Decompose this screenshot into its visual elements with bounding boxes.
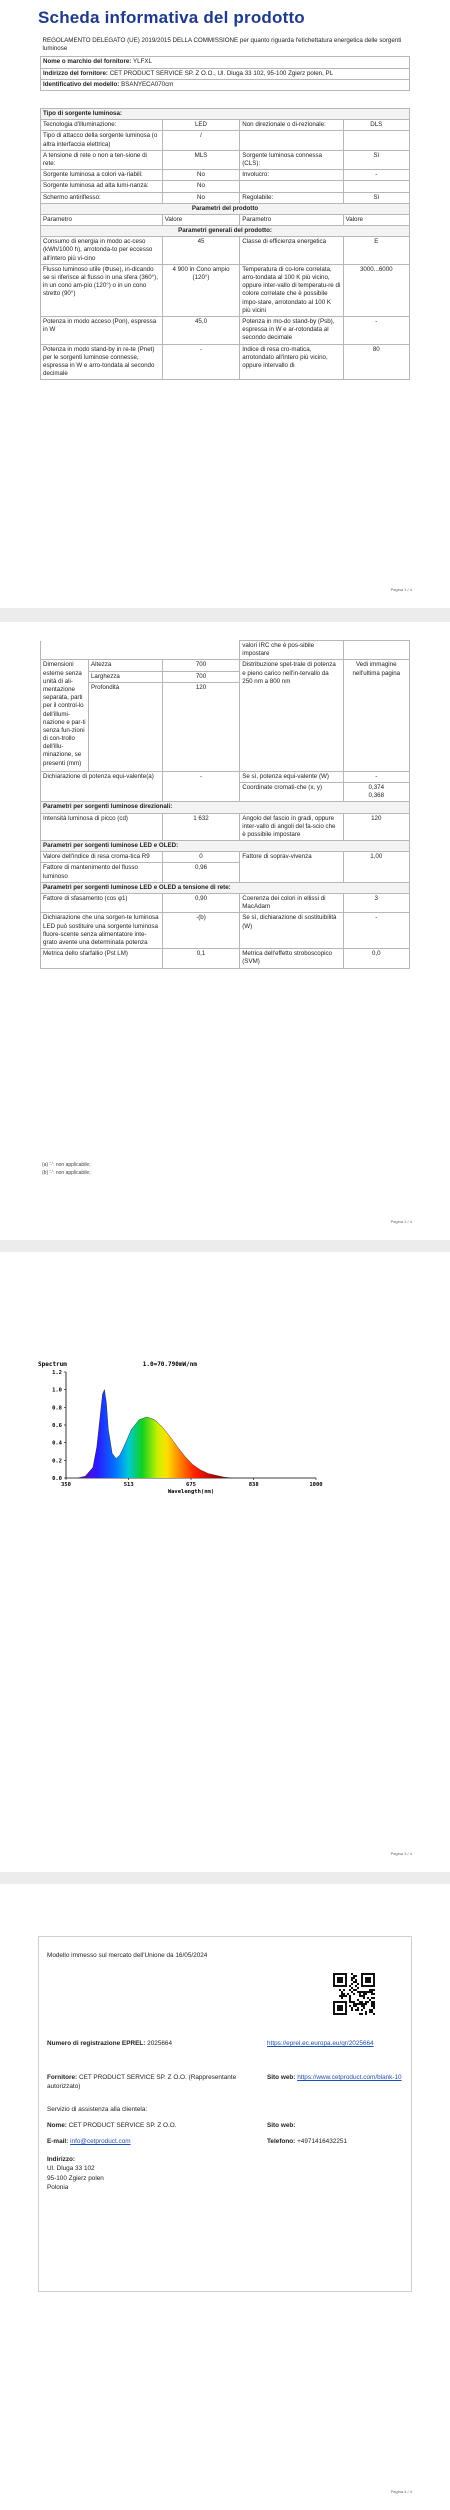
page-number: Pagina 2 / 4 xyxy=(390,1219,412,1224)
x-tick-label: 1000 xyxy=(309,1482,323,1488)
blank-cell xyxy=(41,641,240,660)
email-row xyxy=(47,2137,257,2146)
address-line: 95-100 Zgierz polen xyxy=(47,2174,104,2182)
cell-value: 3 xyxy=(343,894,409,913)
cell-label: Classe di efficienza energetica xyxy=(240,237,343,265)
website-label: Sito web: xyxy=(267,2074,296,2081)
market-date: Modello immesso sul mercato dell'Unione da 16/05/2024 xyxy=(47,1952,208,1959)
section-heading: Parametri per sorgenti luminose direzionali: xyxy=(41,802,410,813)
section-heading: Parametri per sorgenti luminose LED e OLED a tensione di rete: xyxy=(41,882,410,893)
cell-label: Metrica dell'effetto stroboscopico (SVM) xyxy=(240,949,343,968)
model-row: Identificativo del modello: BSANYECA070cm xyxy=(41,79,410,90)
cell-value: No xyxy=(162,181,239,192)
name-label: Nome: xyxy=(47,2122,67,2129)
eprel-label: Numero di registrazione EPREL: xyxy=(47,2040,146,2047)
phone-label: Telefono: xyxy=(267,2138,296,2145)
cell-value: Vedi immagine nell'ultima pagina xyxy=(343,660,409,771)
y-tick-label: 1.0 xyxy=(52,1387,62,1394)
blank-cell xyxy=(343,641,409,660)
params-table-continued xyxy=(40,640,410,969)
col-header: Valore xyxy=(343,214,409,225)
cell-label: Se sì, potenza equi-valente (W) xyxy=(240,771,343,782)
cell-value: 0,90 xyxy=(162,894,239,913)
cell-label: Indice di resa cro-matica, arrotondato all'intero più vicino, oppure intervallo di xyxy=(240,344,343,380)
cell-value: Sì xyxy=(343,150,409,169)
section-heading: Tipo di sorgente luminosa: xyxy=(41,109,410,120)
col-header: Parametro xyxy=(41,214,163,225)
page-3 xyxy=(0,1252,450,1872)
footnotes xyxy=(42,1162,91,1177)
cell-value: 0,96 xyxy=(162,863,239,882)
cell-value: - xyxy=(162,771,239,802)
address-row: Indirizzo del fornitore: CET PRODUCT SERVICE SP. Z O.O., Ul. Dluga 33 102, 95-100 Zgierz polen, PL xyxy=(41,68,410,79)
dim-name: Profondità xyxy=(88,682,162,771)
light-source-type-table xyxy=(40,108,410,380)
x-tick-label: 838 xyxy=(248,1482,259,1488)
cell-value: - xyxy=(343,771,409,782)
cell-label: Temperatura di co-lore correlata, arro-tondata al 100 K più vicino, oppure inter-vallo di temperatu-re di colore correlate che è possibile impo-stare, arrotondato al 100 K più vicini xyxy=(240,264,343,316)
cell-label: Non direzionale o di-rezionale: xyxy=(240,120,343,131)
dim-name: Larghezza xyxy=(88,671,162,682)
spectrum-chart xyxy=(38,1360,328,1495)
cell-label: Fattore di mantenimento del flusso luminoso xyxy=(41,863,163,882)
cell-label: Consumo di energia in modo ac-ceso (kWh/1000 h), arrotonda-to per eccesso all'intero più vi-cino xyxy=(41,237,163,265)
cell-value: 0 xyxy=(162,852,239,863)
page-number: Pagina 4 / 4 xyxy=(390,2489,412,2494)
cell-value: 0,1 xyxy=(162,949,239,968)
page-4 xyxy=(0,1884,450,2510)
params-heading: Parametri del prodotto xyxy=(41,203,410,214)
eprel-row xyxy=(47,2039,257,2048)
cell-label: Se sì, dichiarazione di sostituibilità (W) xyxy=(240,913,343,949)
cell-value: E xyxy=(343,237,409,265)
website-link[interactable]: https://www.cetproduct.com/blank-10 xyxy=(297,2074,402,2081)
registration-card xyxy=(38,1936,412,2292)
col-header: Valore xyxy=(162,214,239,225)
cell-value: 80 xyxy=(343,344,409,380)
phone-value: +4971416432251 xyxy=(297,2138,347,2145)
col-header: Parametro xyxy=(240,214,343,225)
cell-label: Coordinate cromati-che (x, y) xyxy=(240,782,343,801)
chart-title: Spectrum xyxy=(38,1361,67,1368)
supplier-table xyxy=(40,36,410,91)
y-tick-label: 0.6 xyxy=(52,1423,62,1429)
dim-value: 700 xyxy=(162,660,239,671)
cell-label: Coerenza dei colori in ellissi di MacAdam xyxy=(240,894,343,913)
cell-label: Potenza in mo-do stand-by (Psb), espressa in W e ar-rotondata al secondo decimale xyxy=(240,316,343,344)
cell-label: Metrica dello sfarfallio (Pst LM) xyxy=(41,949,163,968)
cell-value xyxy=(343,181,409,192)
cell-value: - xyxy=(343,913,409,949)
chart-annotation: 1.0=70.790mW/nm xyxy=(142,1361,197,1368)
cell-value: 0,374 0,368 xyxy=(343,782,409,801)
cell-label: Tecnologia d'illuminazione: xyxy=(41,120,163,131)
cell-value: Sì xyxy=(343,192,409,203)
cell-value: 1 632 xyxy=(162,813,239,841)
cell-label: Intensità luminosa di picco (cd) xyxy=(41,813,163,841)
qr-code-icon xyxy=(333,1973,375,2015)
x-tick-label: 675 xyxy=(186,1482,196,1488)
dim-value: 120 xyxy=(162,682,239,771)
cell-value: / xyxy=(162,131,239,150)
cell-label: Potenza in modo stand-by in re-te (Pnet) per le sorgenti luminose connesse, espressa in W e arro-tondata al secondo decimale xyxy=(41,344,163,380)
cell-value: 45 xyxy=(162,237,239,265)
email-label: E-mail: xyxy=(47,2138,69,2145)
cell-label: Schermo antiriflesso: xyxy=(41,192,163,203)
y-tick-label: 0.4 xyxy=(52,1440,62,1447)
cell-label: Fattore di soprav-vivenza xyxy=(240,852,343,883)
cell-value: MLS xyxy=(162,150,239,169)
x-tick-label: 513 xyxy=(123,1482,134,1488)
x-axis-label: Wavelength(nm) xyxy=(167,1489,215,1495)
cell-label: Flusso luminoso utile (Φuse), in-dicando se si riferisce al flusso in una sfera (360°), in un cono am-pio (120°) o in un cono stretto (90°) xyxy=(41,264,163,316)
dim-value: 700 xyxy=(162,671,239,682)
trademark-row: Nome o marchio del fornitore: YLFXL xyxy=(41,57,410,68)
document-title: Scheda informativa del prodotto xyxy=(38,8,305,27)
cell-value: 45,0 xyxy=(162,316,239,344)
name-value: CET PRODUCT SERVICE SP. Z O.O. xyxy=(68,2122,177,2129)
cell-value: 0,0 xyxy=(343,949,409,968)
page-number: Pagina 3 / 4 xyxy=(390,1851,412,1856)
cell-label: Tipo di attacco della sorgente luminosa (o altra interfaccia elettrica) xyxy=(41,131,163,150)
cell-label: Dichiarazione che una sorgen-te luminosa LED può sostituire una sorgente luminosa fluore-scente senza alimentatore inte-grato avente una determinata potenza xyxy=(41,913,163,949)
cell-label: Angolo del fascio in gradi, oppure inter-vallo di angoli del fa-scio che è possibile impostare xyxy=(240,813,343,841)
address-line: Polonia xyxy=(47,2183,69,2191)
service-name-row xyxy=(47,2121,257,2130)
dim-name: Altezza xyxy=(88,660,162,671)
footnote: (a) '-': non applicabile; xyxy=(42,1162,91,1168)
address-line: Ul. Dluga 33 102 xyxy=(47,2165,95,2173)
cell-value: No xyxy=(162,170,239,181)
supplier-row xyxy=(47,2073,257,2092)
cell-label: Sorgente luminosa ad alta lumi-nanza: xyxy=(41,181,163,192)
general-heading: Parametri generali del prodotto: xyxy=(41,226,410,237)
address-label: Indirizzo: xyxy=(47,2156,76,2163)
cell-label: Sorgente luminosa a colori va-riabili: xyxy=(41,170,163,181)
cell-value: - xyxy=(343,316,409,344)
supplier-label: Fornitore: xyxy=(47,2074,78,2081)
website-label: Sito web: xyxy=(267,2122,296,2129)
cell-label: valori IRC che è pos-sibile impostare xyxy=(240,641,343,660)
cell-label: A tensione di rete o non a ten-sione di rete: xyxy=(41,150,163,169)
service-heading: Servizio di assistenza alla clientela: xyxy=(47,2106,148,2113)
cell-value: - xyxy=(343,170,409,181)
website-row xyxy=(267,2073,407,2082)
supplier-value: CET PRODUCT SERVICE SP. Z O.O. (Rappresentante autorizzato) xyxy=(47,2074,237,2091)
service-website-row xyxy=(267,2121,407,2130)
address-block xyxy=(47,2155,257,2192)
cell-value xyxy=(343,131,409,150)
x-tick-label: 350 xyxy=(61,1482,71,1488)
page-2 xyxy=(0,622,450,1240)
cell-value: -(b) xyxy=(162,913,239,949)
cell-value: No xyxy=(162,192,239,203)
cell-value: - xyxy=(162,344,239,380)
footnote: (b) '-': non applicabile; xyxy=(42,1169,91,1176)
cell-label: Potenza in modo acceso (Pon), espressa in W xyxy=(41,316,163,344)
cell-label: Dichiarazione di potenza equi-valente(a) xyxy=(41,771,163,802)
page-number: Pagina 1 / 4 xyxy=(390,587,412,592)
y-tick-label: 0.2 xyxy=(52,1458,62,1465)
y-tick-label: 0.0 xyxy=(52,1476,62,1482)
eprel-link[interactable]: https://eprel.ec.europa.eu/qr/2025664 xyxy=(267,2040,374,2047)
cell-value: LED xyxy=(162,120,239,131)
cell-value: 1,00 xyxy=(343,852,409,883)
cell-label: Regolabile: xyxy=(240,192,343,203)
cell-value: 120 xyxy=(343,813,409,841)
section-heading: Parametri per sorgenti luminose LED e OLED: xyxy=(41,841,410,852)
y-tick-label: 1.2 xyxy=(52,1370,62,1376)
cell-value: 4 900 in Cono ampio (120°) xyxy=(162,264,239,316)
cell-label: Sorgente luminosa connessa (CLS): xyxy=(240,150,343,169)
cell-label xyxy=(240,181,343,192)
spectrum-area xyxy=(78,1390,232,1478)
email-link[interactable]: info@cetproduct.com xyxy=(70,2138,131,2145)
regulation-text: REGOLAMENTO DELEGATO (UE) 2019/2015 DELLA COMMISSIONE per quanto riguarda l'etichettatura energetica delle sorgenti luminose xyxy=(42,37,402,53)
cell-value: DLS xyxy=(343,120,409,131)
phone-row xyxy=(267,2137,407,2146)
cell-label: Fattore di sfasamento (cos φ1) xyxy=(41,894,163,913)
eprel-value: 2025664 xyxy=(147,2040,173,2047)
y-tick-label: 0.8 xyxy=(52,1405,62,1412)
cell-label: Valore dell'indice di resa croma-tica R9 xyxy=(41,852,163,863)
page-1 xyxy=(0,0,450,608)
dimensions-label: Dimensioni esterne senza unità di ali-mentazione separata, parti per il control-lo dell'illumi-nazione e par-ti senza fun-zioni di con-trollo dell'illu-minazione, se presenti (mm) xyxy=(41,660,89,771)
cell-label: Distribuzione spet-trale di potenza e pieno carico nell'in-tervallo da 250 nm a 800 nm xyxy=(240,660,343,771)
cell-label xyxy=(240,131,343,150)
cell-value: 3000...6000 xyxy=(343,264,409,316)
cell-label: Involucro: xyxy=(240,170,343,181)
